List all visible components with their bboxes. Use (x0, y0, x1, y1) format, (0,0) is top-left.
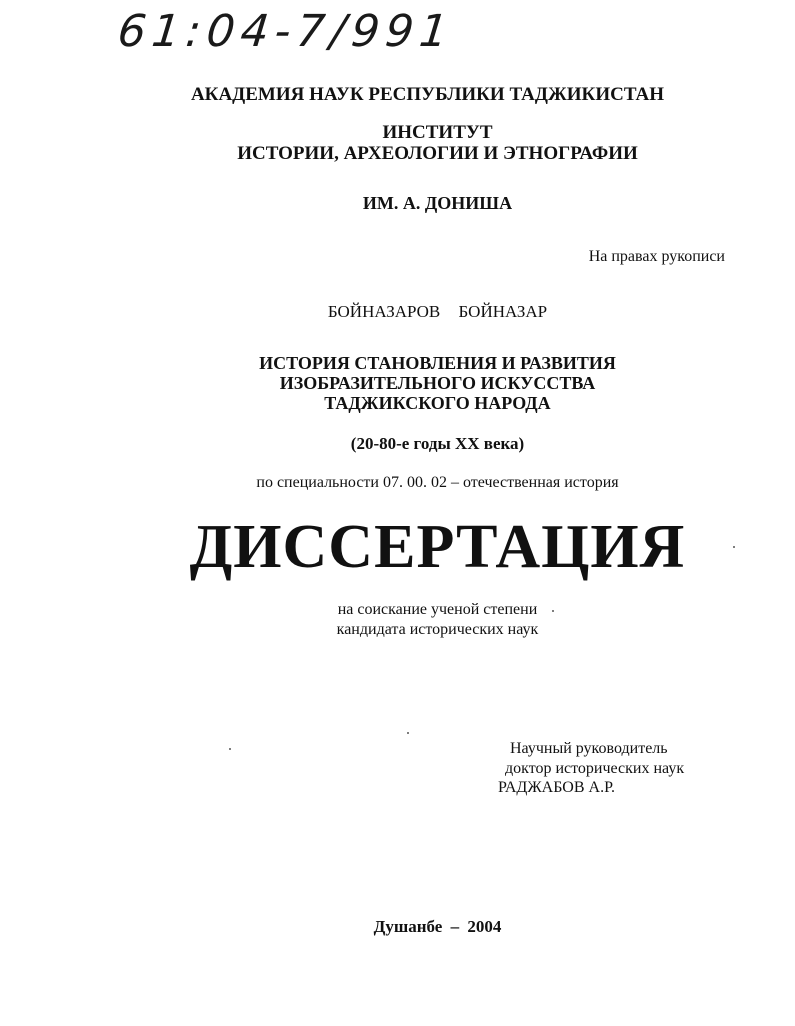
handwritten-catalog-number: 61:04-7/991 (115, 6, 457, 57)
supervisor-degree: доктор исторических наук (505, 760, 685, 777)
institute-name: ИСТОРИИ, АРХЕОЛОГИИ И ЭТНОГРАФИИ (237, 143, 638, 164)
dissertation-title-line-1: ИСТОРИЯ СТАНОВЛЕНИЯ И РАЗВИТИЯ (259, 353, 616, 373)
scan-speck (229, 748, 231, 750)
dissertation-title-line-2: ИЗОБРАЗИТЕЛЬНОГО ИСКУССТВА (279, 373, 596, 393)
dissertation-title-line-3: ТАДЖИКСКОГО НАРОДА (324, 393, 551, 413)
document-type-heading: ДИССЕРТАЦИЯ (189, 513, 686, 581)
specialty-line: по специальности 07. 00. 02 – отечественная история (256, 474, 619, 491)
degree-line-2: кандидата исторических наук (336, 621, 539, 638)
author-name: БОЙНАЗАРОВ БОЙНАЗАР (327, 302, 548, 321)
scan-speck (733, 546, 735, 548)
manuscript-rights-note: На правах рукописи (588, 248, 725, 265)
supervisor-role: Научный руководитель (510, 740, 668, 757)
institute-named-after: ИМ. А. ДОНИША (362, 193, 513, 213)
institute-label: ИНСТИТУТ (382, 122, 493, 143)
scan-speck (552, 610, 554, 612)
scan-speck (407, 732, 409, 734)
degree-line-1: на соискание ученой степени (337, 601, 538, 618)
period-covered: (20-80-е годы XX века) (350, 434, 525, 453)
academy-name: АКАДЕМИЯ НАУК РЕСПУБЛИКИ ТАДЖИКИСТАН (190, 84, 665, 105)
place-and-year: Душанбе – 2004 (373, 917, 502, 936)
supervisor-name: РАДЖАБОВ А.Р. (498, 779, 615, 796)
